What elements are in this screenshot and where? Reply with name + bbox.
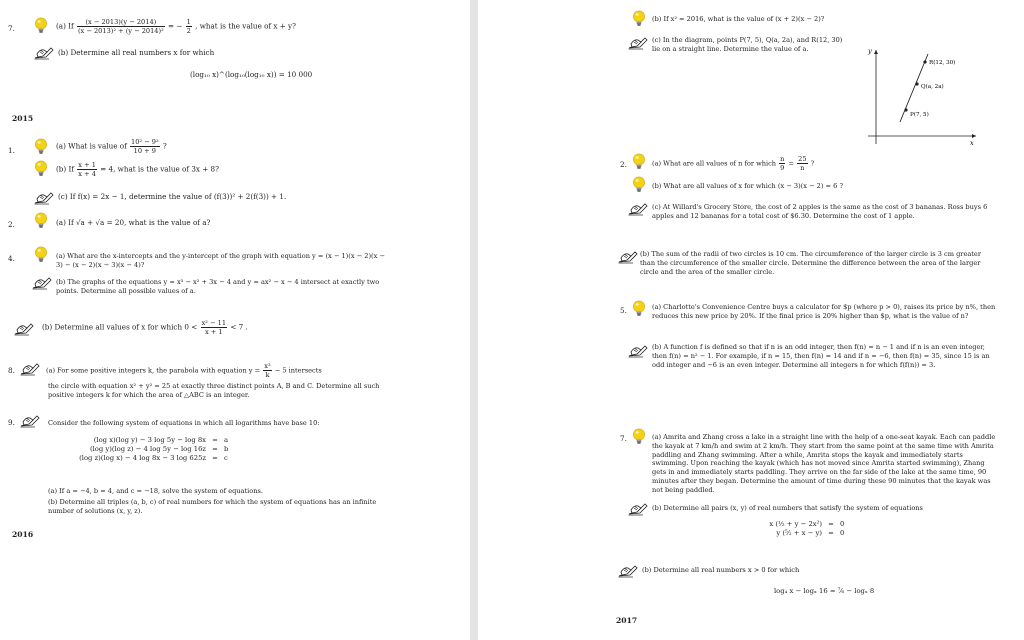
question-2a: (a) If √a + √a = 20, what is the value of a?: [56, 218, 211, 227]
question-1a: [56, 138, 167, 155]
writing-hand-icon: [628, 36, 648, 50]
question-4a: (a) What are the x-intercepts and the y-intercept of the graph with equation y = (x − 1)(x − 2)(x − 3) − (x − 2)(x − 3)(x − 4)?: [56, 252, 385, 269]
question-8a-continued: the circle with equation x² + y² = 25 at exactly three distinct points A, B and C. Determine all such positive integers k for which the area of △ABC is an integer.: [48, 382, 380, 399]
ineq-denominator: x + 1: [204, 328, 223, 336]
q2a-fraction-right: [797, 155, 807, 172]
point-r: [923, 60, 926, 63]
x-axis-arrow: [972, 134, 976, 138]
q2a-left-numerator: n: [780, 155, 785, 163]
question-number: 5.: [620, 306, 627, 315]
ineq-fraction: [201, 319, 227, 336]
question-1b: [56, 161, 219, 178]
left-page: [0, 0, 470, 640]
lightbulb-icon: [632, 428, 646, 446]
q7a-rhs-numerator: 1: [186, 18, 191, 26]
q1b-fraction: [77, 161, 97, 178]
question-4b: (b) The graphs of the equations y = x³ − x² + 3x − 4 and y = ax² − x − 4 intersect at exactly two points. Determine all possible values of a.: [56, 278, 380, 295]
question-7b: (b) Determine all real numbers x for which: [58, 48, 215, 57]
system-row: [692, 529, 844, 538]
writing-hand-icon: [34, 191, 54, 205]
system-row: [76, 445, 228, 454]
q2a-prefix: (a) What are all values of n for which: [652, 159, 777, 168]
writing-hand-icon: [20, 414, 40, 428]
question-number: 2.: [8, 220, 15, 229]
question-number: 8.: [8, 366, 15, 375]
year-heading-2017: 2017: [616, 616, 638, 625]
question-9-system: [76, 436, 228, 463]
question-number: 7.: [620, 434, 627, 443]
q2a-suffix: ?: [810, 159, 815, 168]
q1b-suffix: = 4, what is the value of 3x + 8?: [100, 164, 219, 174]
q8a-numerator: x²: [264, 362, 271, 370]
equation-equals: =: [212, 436, 218, 444]
equation-lhs: (log z)(log x) − 4 log 8x − 3 log 625z: [79, 454, 206, 462]
y-axis-arrow: [874, 50, 878, 54]
point-q: [915, 82, 918, 85]
equation-rhs: 0: [840, 520, 845, 528]
q2a-equals: =: [788, 159, 795, 168]
writing-hand-icon: [14, 322, 34, 336]
lightbulb-icon: [34, 212, 48, 230]
q8a-fraction: [263, 362, 271, 379]
equation-equals: =: [828, 529, 834, 537]
question-c-collinear: (c) In the diagram, points P(7, 5), Q(a, 2a), and R(12, 30) lie on a straight line. Determine the value of a.: [652, 36, 843, 53]
equation-lhs: x (½ + y − 2x²): [769, 520, 822, 528]
ineq-prefix: (b) Determine all values of x for which 0 <: [42, 322, 198, 332]
question-2c-2016: (c) At Willard's Grocery Store, the cost of 2 apples is the same as the cost of 3 bananas. Ross buys 6 apples and 12 bananas for a total cost of $6.30. Determine the cost of 1 apple.: [652, 203, 988, 220]
q7a-prefix: (a) If: [56, 21, 74, 31]
q2a-right-denominator: n: [800, 164, 805, 172]
equation-lhs: y (⁵⁄₂ + x − y): [776, 529, 822, 537]
q7a-suffix: , what is the value of x + y?: [195, 21, 296, 31]
writing-hand-icon: [618, 250, 638, 264]
equation-equals: =: [212, 454, 218, 462]
question-7a: [56, 18, 296, 35]
q1b-prefix: (b) If: [56, 164, 74, 174]
equation-rhs: c: [224, 454, 228, 462]
equation-lhs: (log x)(log y) − 3 log 5y − log 8x: [93, 436, 206, 444]
question-7b-2016: (b) Determine all pairs (x, y) of real numbers that satisfy the system of equations: [652, 504, 923, 512]
equation-rhs: b: [224, 445, 229, 453]
q7a-denominator: (x − 2013)² + (y − 2014)²: [77, 27, 164, 35]
system-row: [76, 454, 228, 463]
q1a-denominator: 10 + 9: [133, 147, 156, 155]
q1a-numerator: 10² − 9²: [131, 138, 159, 146]
question-number: 2.: [620, 160, 627, 169]
lightbulb-icon: [632, 176, 646, 194]
collinear-points-diagram: [866, 44, 978, 148]
question-number: 7.: [8, 24, 15, 33]
writing-hand-icon: [628, 202, 648, 216]
question-2b-2016: (b) What are all values of x for which (x − 3)(x − 2) = 6 ?: [652, 182, 843, 190]
lightbulb-icon: [632, 10, 646, 28]
point-p: [904, 108, 907, 111]
lightbulb-icon: [34, 246, 48, 264]
y-axis-label: y: [868, 47, 872, 55]
question-b-circles: (b) The sum of the radii of two circles is 10 cm. The circumference of the larger circle is 3 cm greater than the circumference of the smaller circle. Determine the difference between the area of the larger circle and the area of the smaller circle.: [640, 250, 981, 276]
writing-hand-icon: [618, 564, 638, 578]
equation-rhs: 0: [840, 529, 845, 537]
q7a-numerator: (x − 2013)(y − 2014): [77, 18, 165, 27]
writing-hand-icon: [628, 344, 648, 358]
q7a-fraction: [77, 18, 165, 35]
point-q-label: Q(a, 2a): [921, 84, 944, 90]
q1a-fraction: [130, 138, 160, 155]
q1b-numerator: x + 1: [78, 161, 96, 169]
question-9a: (a) If a = −4, b = 4, and c = −18, solve the system of equations.: [48, 487, 263, 495]
q7a-rhs-fraction: [186, 18, 192, 35]
equation-equals: =: [212, 445, 218, 453]
question-b-x-squared: (b) If x² = 2016, what is the value of (x + 2)(x − 2)?: [652, 15, 825, 23]
year-heading-2016: 2016: [12, 530, 34, 539]
page-gutter: [470, 0, 478, 640]
question-8a: [46, 362, 322, 379]
x-axis-label: x: [970, 139, 974, 147]
question-7a-2016: (a) Amrita and Zhang cross a lake in a straight line with the help of a one-seat kayak. Each can paddle the kayak at 7 km/h and swim at 2 km/h. They start from the same point at the same time with Amrita paddling and Zhang swimming. After a while, Amrita stops the kayak and immediately starts swimming. Upon reaching the kayak (which has not moved since Amrita started swimming), Zhang gets in and immediately starts paddling. They arrive on the far side of the lake at the same time, 90 minutes after they began. Determine the amount of time during these 90 minutes that the kayak was not being paddled.: [652, 433, 996, 494]
q7a-equals: = −: [168, 21, 183, 31]
question-9-intro: Consider the following system of equations in which all logarithms have base 10:: [48, 419, 320, 427]
question-number: 9.: [8, 418, 15, 427]
point-p-label: P(7, 5): [910, 112, 929, 118]
question-2a-2016: [652, 155, 814, 172]
question-5a-2016: (a) Charlotte's Convenience Centre buys a calculator for $p (where p > 0), raises its price by n%, then reduces this new price by 20%. If the final price is 20% higher than $p, what is the value of n?: [652, 303, 996, 320]
q1b-denominator: x + 4: [78, 170, 96, 178]
lightbulb-icon: [632, 300, 646, 318]
q8a-prefix: (a) For some positive integers k, the parabola with equation y =: [46, 366, 261, 375]
equation-equals: =: [828, 520, 834, 528]
question-b-log-equation: log₄ x − logₓ 16 = ⁷⁄₆ − logₓ 8: [774, 587, 875, 595]
writing-hand-icon: [20, 362, 40, 376]
lightbulb-icon: [34, 160, 48, 178]
ineq-suffix: < 7 .: [230, 322, 248, 332]
q7a-rhs-denominator: 2: [186, 27, 191, 35]
question-number: 4.: [8, 254, 15, 263]
question-inequality: [42, 319, 248, 336]
lightbulb-icon: [632, 153, 646, 171]
question-b-log: (b) Determine all real numbers x > 0 for which: [642, 566, 800, 574]
system-row: [692, 520, 844, 529]
year-heading-2015: 2015: [12, 114, 34, 123]
q1a-prefix: (a) What is value of: [56, 141, 127, 151]
equation-rhs: a: [224, 436, 229, 444]
question-number: 1.: [8, 146, 15, 155]
question-1c: (c) If f(x) = 2x − 1, determine the value of (f(3))² + 2(f(3)) + 1.: [58, 192, 287, 201]
writing-hand-icon: [32, 276, 52, 290]
writing-hand-icon: [34, 46, 54, 60]
point-r-label: R(12, 30): [929, 60, 956, 66]
question-5b-2016: (b) A function f is defined so that if n is an odd integer, then f(n) = n − 1 and if n is an even integer, then f(n) = n² − 1. For example, if n = 15, then f(n) = 14 and if n = −6, then f(n) = 35, since 15 is an odd integer and −6 is an even integer. Determine all integers n for which f(f(n)) = 3.: [652, 343, 990, 369]
system-row: [76, 436, 228, 445]
question-7b-system: [692, 520, 844, 538]
lightbulb-icon: [34, 17, 48, 35]
q1a-suffix: ?: [162, 141, 167, 151]
question-9b: (b) Determine all triples (a, b, c) of real numbers for which the system of equations has an infinite number of solutions (x, y, z).: [48, 498, 377, 515]
q8a-suffix: − 5 intersects: [274, 366, 322, 375]
writing-hand-icon: [628, 502, 648, 516]
lightbulb-icon: [34, 138, 48, 156]
question-7b-equation: (log₁₀ x)^(log₁₀(log₁₀ x)) = 10 000: [190, 70, 313, 79]
ineq-numerator: x² − 11: [201, 319, 227, 327]
equation-lhs: (log y)(log z) − 4 log 5y − log 16z: [89, 445, 206, 453]
right-page: [478, 0, 1024, 640]
q2a-right-numerator: 25: [798, 155, 807, 163]
q8a-denominator: k: [265, 371, 270, 379]
q2a-fraction-left: [779, 155, 785, 172]
q2a-left-denominator: 9: [780, 164, 785, 172]
